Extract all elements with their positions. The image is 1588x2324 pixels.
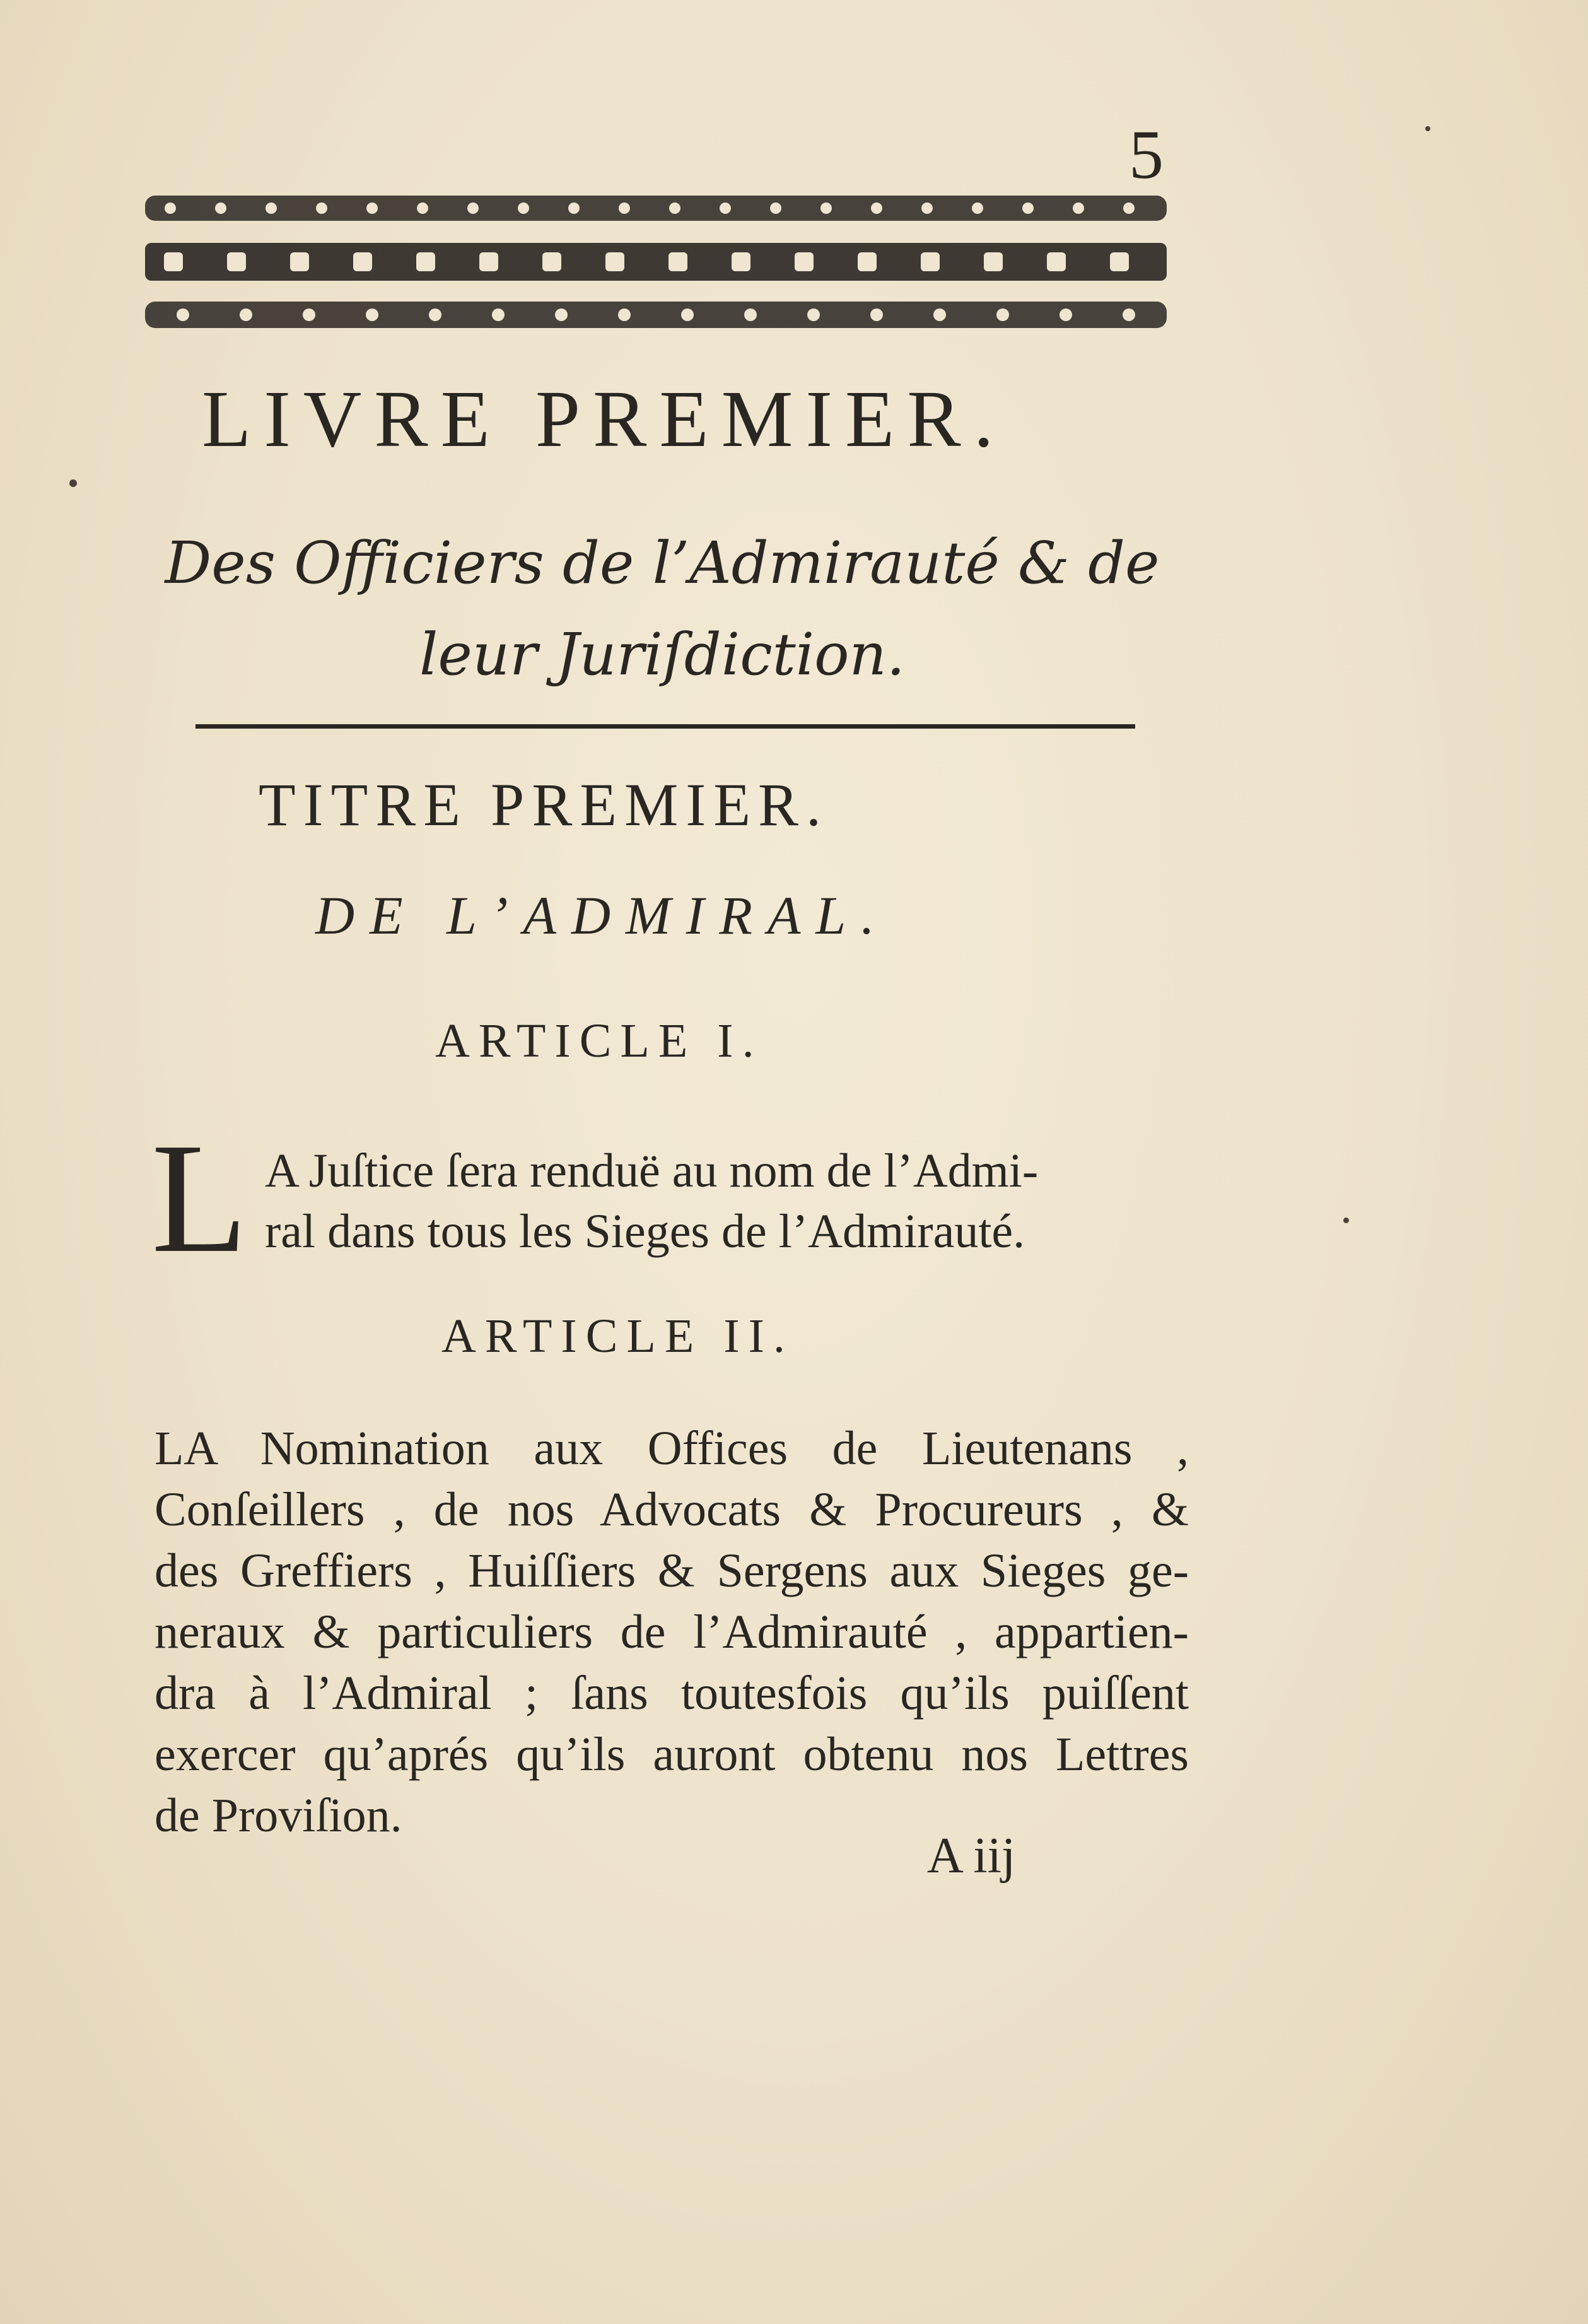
article-2-heading: ARTICLE II. [441,1310,794,1363]
article-2-line: Conſeillers , de nos Advocats & Procureurs , & [155,1483,1189,1536]
article-1-line: ral dans tous les Sieges de l’Admirauté. [265,1205,1025,1258]
article-1-heading: ARTICLE I. [435,1014,763,1067]
book-subtitle-line2: leur Juriſdiction. [419,621,906,688]
article-2-line: dra à l’Admiral ; ſans toutesfois qu’ils puiſſent [155,1667,1189,1720]
drop-cap: L [151,1111,248,1286]
article-2-line: exercer qu’aprés qu’ils auront obtenu nos Lettres [155,1728,1189,1781]
book-title: LIVRE PREMIER. [202,374,1007,464]
page-number: 5 [1129,116,1164,193]
horizontal-rule [196,724,1135,729]
article-2-line: de Proviſion. [155,1789,402,1842]
paper-speck [69,479,77,487]
book-subtitle-line1: Des Officiers de l’Admirauté & de [165,529,1160,597]
book-subtitle [145,517,1179,700]
article-1-text [265,1141,1179,1262]
paper-speck [1425,126,1430,131]
paper-speck [1343,1218,1349,1223]
article-2-line: LA Nomination aux Offices de Lieutenans , [155,1422,1189,1475]
decorative-headpiece-ornament [145,189,1167,334]
article-2-line: neraux & particuliers de l’Admirauté , appartien- [155,1605,1189,1658]
catchword-signature: A iij [927,1828,1016,1884]
article-2-text [155,1418,1189,1846]
article-2-line: des Greffiers , Huiſſiers & Sergens aux Sieges ge- [155,1544,1189,1597]
title-heading: TITRE PREMIER. [259,771,829,838]
article-1-line: A Juſtice ſera renduë au nom de l’Admi- [265,1144,1039,1197]
title-subheading: DE L’ADMIRAL. [315,885,890,946]
